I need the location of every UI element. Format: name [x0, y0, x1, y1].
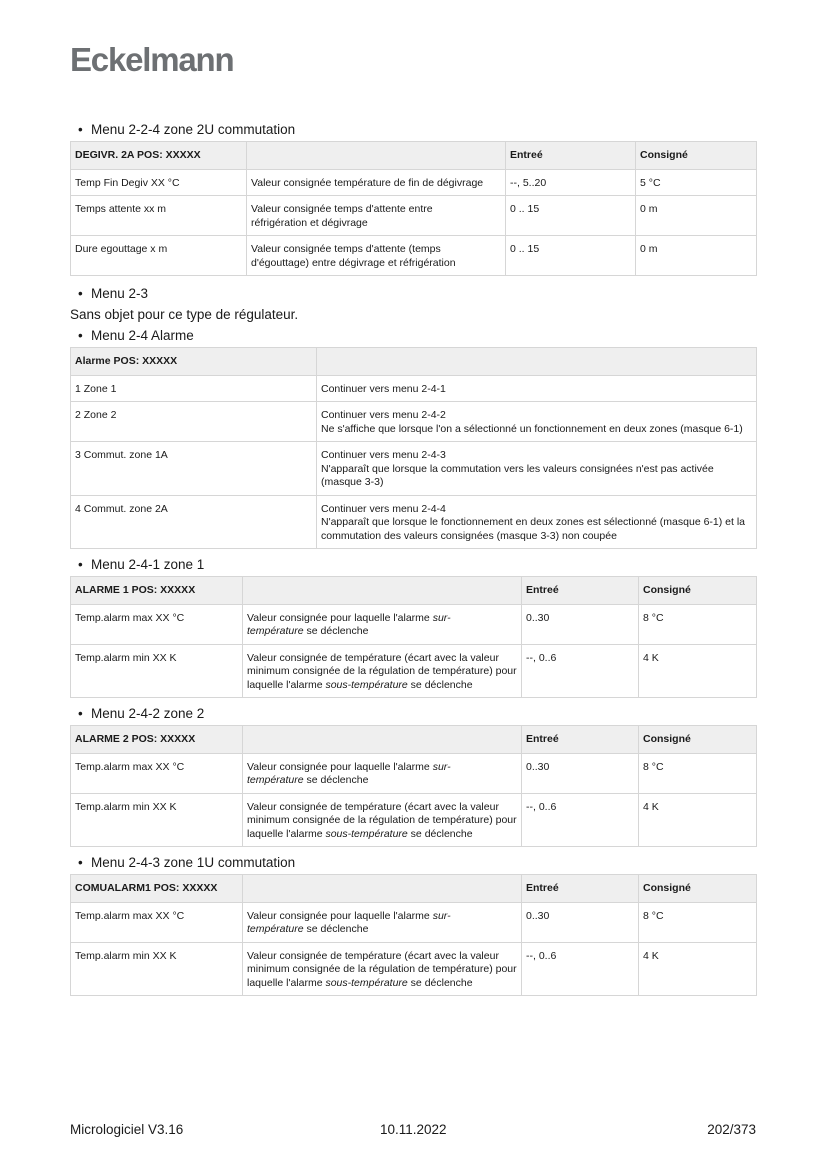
bullet-icon: •	[78, 328, 83, 343]
heading-text: Menu 2-4-3 zone 1U commutation	[91, 855, 296, 870]
cell-param: Temp.alarm max XX °C	[71, 604, 243, 644]
section-heading	[78, 285, 756, 302]
cell-description	[317, 375, 757, 402]
description-emphasis: sous-température	[325, 827, 408, 840]
table-row	[71, 375, 757, 402]
table-row	[71, 793, 757, 847]
table-row	[71, 604, 757, 644]
cell-entry: 0..30	[522, 902, 639, 942]
cell-setpoint: 8 °C	[639, 902, 757, 942]
footer-date: 10.11.2022	[380, 1122, 447, 1137]
description-text: Valeur consignée de température (écart avec la valeur minimum consignée de la régulation de température) pour laquelle l'alarme	[247, 949, 517, 989]
column-header: DEGIVR. 2A POS: XXXXX	[71, 142, 247, 170]
description-line: Ne s'affiche que lorsque l'on a sélectionné un fonctionnement en deux zones (masque 6-1)	[321, 422, 743, 435]
cell-setpoint: 0 m	[636, 236, 757, 276]
column-header: Consigné	[636, 142, 757, 170]
table-row	[71, 442, 757, 496]
table-degivr-2a	[70, 141, 757, 276]
cell-setpoint: 4 K	[639, 942, 757, 996]
cell-param: Temp.alarm max XX °C	[71, 902, 243, 942]
cell-entry: --, 5..20	[506, 169, 636, 196]
description-text: Valeur consignée pour laquelle l'alarme	[247, 611, 433, 624]
cell-param: 1 Zone 1	[71, 375, 317, 402]
cell-entry: --, 0..6	[522, 793, 639, 847]
description-emphasis: sous-température	[325, 678, 408, 691]
table-row	[71, 902, 757, 942]
heading-text: Menu 2-4-2 zone 2	[91, 706, 205, 721]
description-line: Continuer vers menu 2-4-1	[321, 382, 446, 395]
cell-setpoint: 5 °C	[636, 169, 757, 196]
description-text: se déclenche	[407, 827, 473, 840]
cell-description	[317, 442, 757, 496]
cell-entry: 0..30	[522, 604, 639, 644]
description-emphasis: sur-température	[247, 611, 451, 637]
column-header: COMUALARM1 POS: XXXXX	[71, 875, 243, 903]
cell-param: 4 Commut. zone 2A	[71, 495, 317, 549]
table-alarme-1	[70, 576, 757, 698]
cell-param: Temp.alarm max XX °C	[71, 753, 243, 793]
table-alarme	[70, 347, 757, 549]
cell-description	[243, 604, 522, 644]
cell-description	[243, 644, 522, 698]
column-header: ALARME 2 POS: XXXXX	[71, 726, 243, 754]
bullet-icon: •	[78, 855, 83, 870]
table-row	[71, 196, 757, 236]
cell-entry: 0 .. 15	[506, 196, 636, 236]
cell-param: 2 Zone 2	[71, 402, 317, 442]
heading-text: Menu 2-4 Alarme	[91, 328, 194, 343]
column-header: ALARME 1 POS: XXXXX	[71, 577, 243, 605]
cell-setpoint: 8 °C	[639, 753, 757, 793]
cell-setpoint: 0 m	[636, 196, 757, 236]
cell-setpoint: 4 K	[639, 644, 757, 698]
cell-description: Valeur consignée temps d'attente (temps d'égouttage) entre dégivrage et réfrigération	[247, 236, 506, 276]
table-row	[71, 942, 757, 996]
table-header-row	[71, 577, 757, 605]
bullet-icon: •	[78, 557, 83, 572]
column-header: Consigné	[639, 577, 757, 605]
column-header	[243, 726, 522, 754]
table-row	[71, 236, 757, 276]
description-line: N'apparaît que lorsque la commutation vers les valeurs consignées n'est pas activée (masque 3-3)	[321, 462, 714, 488]
description-text: se déclenche	[303, 923, 369, 935]
bullet-icon: •	[78, 286, 83, 301]
cell-description	[243, 942, 522, 996]
table-header-row	[71, 875, 757, 903]
description-text: Valeur consignée pour laquelle l'alarme	[247, 760, 433, 773]
section-heading	[78, 327, 756, 344]
heading-text: Menu 2-2-4 zone 2U commutation	[91, 122, 296, 137]
cell-param: Temp.alarm min XX K	[71, 644, 243, 698]
bullet-icon: •	[78, 122, 83, 137]
description-text: se déclenche	[303, 774, 369, 786]
description-line: Continuer vers menu 2-4-4	[321, 502, 446, 515]
column-header: Consigné	[639, 875, 757, 903]
heading-text: Menu 2-3	[91, 286, 149, 301]
footer-page-number: 202/373	[707, 1122, 756, 1137]
description-text: se déclenche	[407, 976, 473, 989]
cell-description	[243, 793, 522, 847]
description-emphasis: sous-température	[325, 976, 408, 989]
section-heading	[78, 854, 756, 871]
description-text: se déclenche	[303, 625, 369, 637]
table-comualarm1	[70, 874, 757, 996]
table-alarme-2	[70, 725, 757, 847]
description-line: Continuer vers menu 2-4-3	[321, 449, 446, 461]
description-text: Valeur consignée pour laquelle l'alarme	[247, 909, 433, 922]
cell-description	[243, 753, 522, 793]
table-row	[71, 402, 757, 442]
column-header	[317, 348, 757, 376]
table-header-row	[71, 142, 757, 170]
table-row	[71, 753, 757, 793]
table-row	[71, 644, 757, 698]
cell-description	[317, 402, 757, 442]
column-header	[243, 875, 522, 903]
description-text: Valeur consignée de température (écart avec la valeur minimum consignée de la régulation de température) pour laquelle l'alarme	[247, 800, 517, 840]
table-header-row	[71, 726, 757, 754]
cell-param: Temp.alarm min XX K	[71, 942, 243, 996]
cell-param: Dure egouttage x m	[71, 236, 247, 276]
column-header: Consigné	[639, 726, 757, 754]
column-header: Alarme POS: XXXXX	[71, 348, 317, 376]
cell-param: Temp Fin Degiv XX °C	[71, 169, 247, 196]
cell-param: Temps attente xx m	[71, 196, 247, 236]
cell-entry: 0..30	[522, 753, 639, 793]
cell-param: 3 Commut. zone 1A	[71, 442, 317, 496]
description-line: N'apparaît que lorsque le fonctionnement en deux zones est sélectionné (masque 6-1) et la commutation des valeurs consignées (masque 3-3) non coupée	[321, 516, 746, 542]
table-row	[71, 495, 757, 549]
column-header: Entreé	[522, 875, 639, 903]
table-header-row	[71, 348, 757, 376]
page-content	[70, 118, 756, 1001]
column-header	[247, 142, 506, 170]
cell-entry: --, 0..6	[522, 942, 639, 996]
cell-param: Temp.alarm min XX K	[71, 793, 243, 847]
column-header: Entreé	[506, 142, 636, 170]
cell-description: Valeur consignée temps d'attente entre réfrigération et dégivrage	[247, 196, 506, 236]
section-heading	[78, 556, 756, 573]
description-emphasis: sur-température	[247, 909, 451, 935]
heading-text: Menu 2-4-1 zone 1	[91, 557, 205, 572]
description-line: Continuer vers menu 2-4-2	[321, 409, 446, 421]
description-text: Valeur consignée de température (écart avec la valeur minimum consignée de la régulation de température) pour laquelle l'alarme	[247, 651, 517, 691]
section-heading	[78, 705, 756, 722]
column-header: Entreé	[522, 726, 639, 754]
description-text: se déclenche	[407, 678, 473, 691]
brand-logo: Eckelmann	[70, 41, 234, 78]
cell-description	[317, 495, 757, 549]
table-row	[71, 169, 757, 196]
cell-entry: --, 0..6	[522, 644, 639, 698]
cell-description: Valeur consignée température de fin de dégivrage	[247, 169, 506, 196]
cell-setpoint: 4 K	[639, 793, 757, 847]
description-emphasis: sur-température	[247, 760, 451, 786]
column-header	[243, 577, 522, 605]
cell-entry: 0 .. 15	[506, 236, 636, 276]
column-header: Entreé	[522, 577, 639, 605]
cell-setpoint: 8 °C	[639, 604, 757, 644]
paragraph: Sans objet pour ce type de régulateur.	[70, 307, 299, 322]
section-heading	[78, 121, 756, 138]
footer-firmware-version: Micrologiciel V3.16	[70, 1122, 184, 1137]
bullet-icon: •	[78, 706, 83, 721]
cell-description	[243, 902, 522, 942]
